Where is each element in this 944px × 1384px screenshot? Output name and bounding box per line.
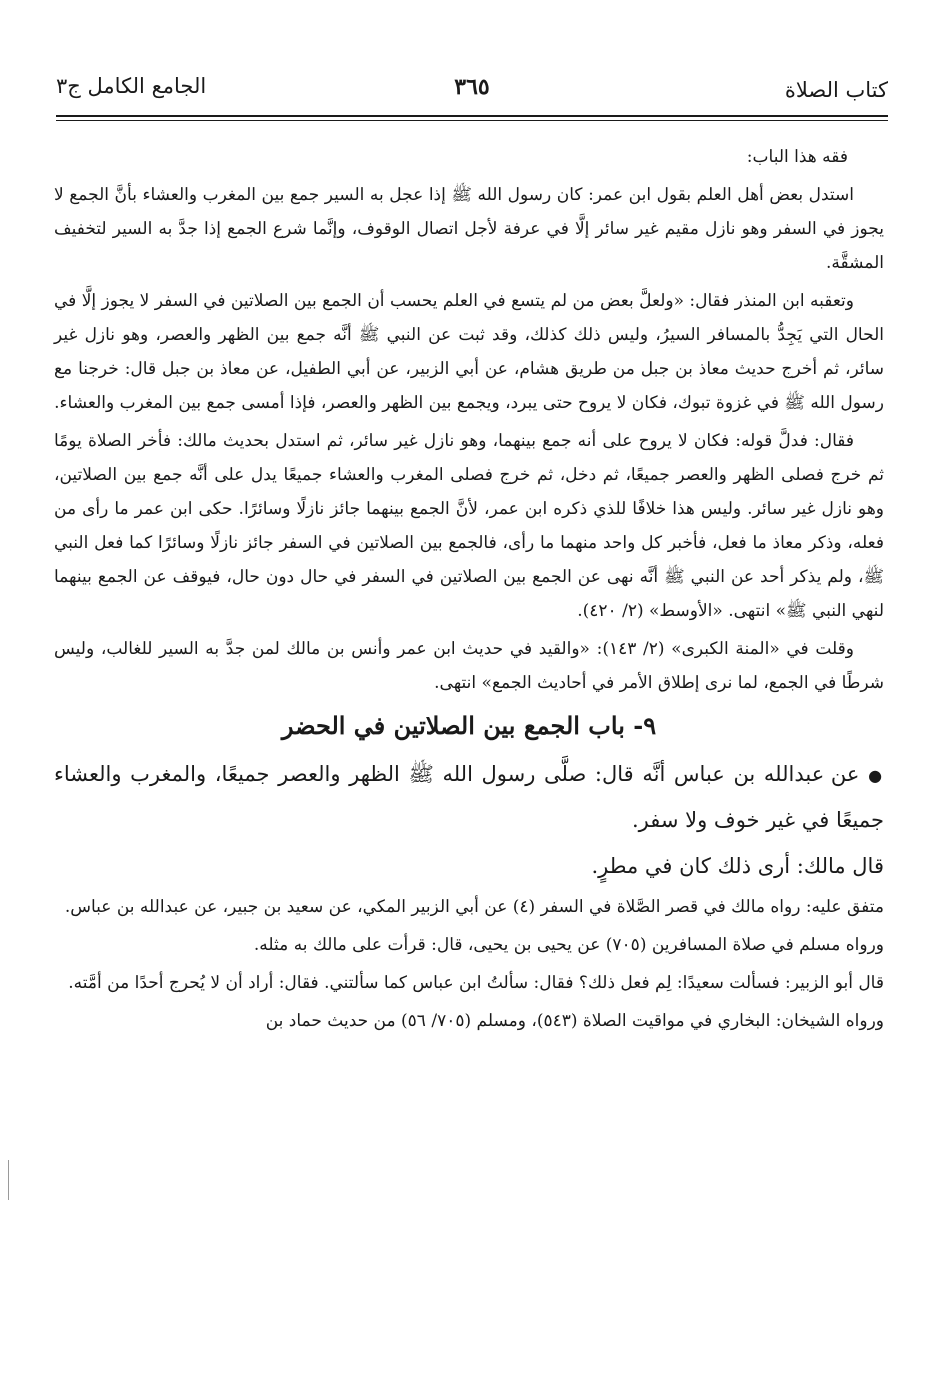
malik-statement: قال مالك: أرى ذلك كان في مطرٍ. bbox=[591, 854, 884, 878]
paragraph: قال أبو الزبير: فسألت سعيدًا: لِم فعل ذلك؟ فقال: سألتُ ابن عباس كما سألتني. فقال: أراد أن لا يُحرج أحدًا من أمَّته. bbox=[68, 973, 884, 993]
paragraph: فقال: فدلَّ قوله: فكان لا يروح على أنه جمع بينهما، وهو نازل غير سائر، ثم استدل بحديث مالك: فأخر الصلاة يومًا ثم خرج فصلى الظهر والعصر جميعًا، ثم دخل، ثم خرج فصلى المغرب والعشاء جميعًا يدل على أنَّه جمع بين الصلاتين، وهو نازل غير سائر. وليس هذا خلافًا للذي ذكره ابن عمر، لأنَّ الجمع بينهما جائز نازلًا وسائرًا. حكى ابن عمر ما رأى من فعله، وذكر معاذ ما فعل، فأخبر كل واحد منهما ما رأى، فالجمع بين الصلاتين في السفر جائز نازلًا وسائرًا كما فعل النبي ﷺ، ولم يذكر أحد عن النبي ﷺ أنَّه نهى عن الجمع بين الصلاتين في السفر في حال دون حال، فيوقف عن الجمع بينهما لنهي النبي ﷺ» انتهى. «الأوسط» (٢/ ٤٢٠). bbox=[54, 431, 884, 621]
section-heading-fiqh: فقه هذا الباب: bbox=[746, 147, 848, 167]
hadith-text-block bbox=[54, 752, 884, 842]
paragraph: استدل بعض أهل العلم بقول ابن عمر: كان رسول الله ﷺ إذا عجل به السير جمع بين المغرب والعشاء بأنَّ الجمع لا يجوز في السفر وهو نازل مقيم غير سائر إلَّا في عرفة لأجل اتصال الوقوف، وإنَّما شرع الجمع إذا جدَّ به السير لتخفيف المشقَّة. bbox=[54, 185, 884, 273]
page-header bbox=[56, 70, 888, 114]
running-head-book-title: كتاب الصلاة bbox=[784, 78, 888, 102]
chapter-title: ٩- باب الجمع بين الصلاتين في الحضر bbox=[281, 711, 657, 740]
paragraph: ورواه الشيخان: البخاري في مواقيت الصلاة (٥٤٣)، ومسلم (٧٠٥/ ٥٦) من حديث حماد بن bbox=[265, 1011, 884, 1031]
paragraph: متفق عليه: رواه مالك في قصر الصَّلاة في السفر (٤) عن أبي الزبير المكي، عن سعيد بن جبير، عن عبدالله بن عباس. bbox=[64, 897, 884, 917]
scan-edge-mark bbox=[8, 1160, 9, 1200]
bullet-icon: ● bbox=[868, 766, 884, 785]
page-number: ٣٦٥ bbox=[454, 74, 490, 100]
paragraph: وقلت في «المنة الكبرى» (٢/ ١٤٣): «والقيد في حديث ابن عمر وأنس بن مالك لمن جدَّ به السير للغالب، وليس شرطًا في الجمع، لما نرى إطلاق الأمر في أحاديث الجمع» انتهى. bbox=[54, 639, 884, 693]
paragraph: ورواه مسلم في صلاة المسافرين (٧٠٥) عن يحيى بن يحيى، قال: قرأت على مالك به مثله. bbox=[253, 935, 884, 955]
hadith-text: عن عبدالله بن عباس أنَّه قال: صلَّى رسول الله ﷺ الظهر والعصر جميعًا، والمغرب والعشاء جميعًا في غير خوف ولا سفر. bbox=[54, 762, 884, 832]
paragraph: وتعقبه ابن المنذر فقال: «ولعلَّ بعض من لم يتسع في العلم يحسب أن الجمع بين الصلاتين في السفر لا يجوز إلَّا في الحال التي يَجِدُّ بالمسافر السيرُ، وليس ذلك كذلك، وقد ثبت عن النبي ﷺ أنَّه جمع بين الظهر والعصر، وهو نازل غير سائر، ثم أخرج حديث معاذ بن جبل من طريق هشام، عن أبي الزبير، عن أبي الطفيل، عن معاذ بن جبل قال: خرجنا مع رسول الله ﷺ في غزوة تبوك، فكان لا يروح حتى يبرد، ويجمع بين الظهر والعصر، فإذا أمسى جمع بين المغرب والعشاء. bbox=[54, 291, 884, 413]
header-rule-thick bbox=[56, 115, 888, 117]
page-body bbox=[54, 140, 884, 1042]
running-head-volume-title: الجامع الكامل ج٣ bbox=[56, 74, 207, 98]
header-rule-thin bbox=[56, 120, 888, 121]
